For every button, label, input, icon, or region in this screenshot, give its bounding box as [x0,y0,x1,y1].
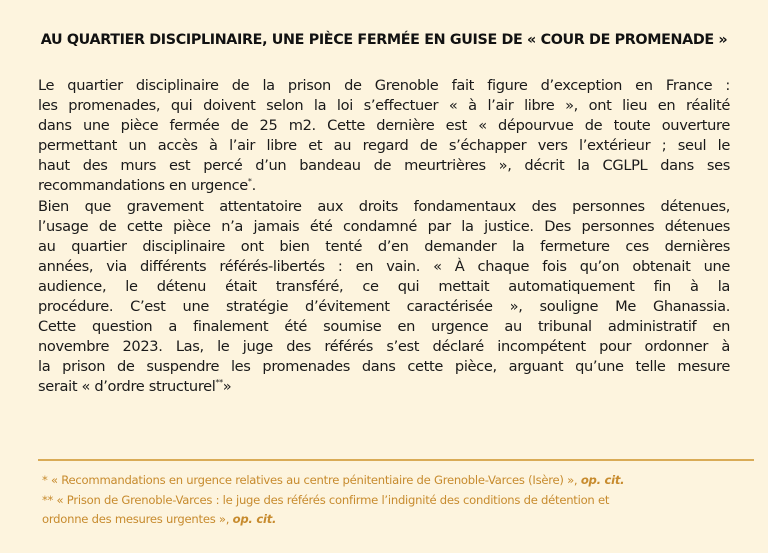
footnote-1-mark: * [42,473,48,487]
body-line: audience, le détenu était transféré, ce qui mettait automatiquement fin à la [38,277,730,295]
body-line-end: » [222,378,232,396]
body-line: la prison de suspendre les promenades dans cette pièce, arguant qu’une telle mesure [38,358,730,376]
footnote-2-source: op. cit. [232,512,277,526]
body-line: haut des murs est percé d’un bandeau de meurtrières », décrit la CGLPL dans ses [38,157,730,175]
footnote-ref-1: * [247,177,252,187]
body-line [38,176,730,196]
footnote-1-source: op. cit. [580,473,625,487]
footnote-2-text-b: ordonne des mesures urgentes », [42,512,230,526]
footnote-2-mark: ** [42,492,54,507]
body-line [38,377,730,397]
body-line-end: . [251,177,256,195]
footnote-2 [42,491,732,511]
body-line: Bien que gravement attentatoire aux droits fondamentaux des personnes détenues, [38,197,730,215]
footnote-1 [42,471,732,491]
body-line: Le quartier disciplinaire de la prison de Grenoble fait figure d’exception en France : [38,77,730,94]
body-line: permettant un accès à l’air libre et au regard de s’échapper vers l’extérieur ; seul le [38,137,730,155]
body-line: les promenades, qui doivent selon la loi s’effectuer « à l’air libre », ont lieu en réalité [38,97,730,115]
body-line-text: serait « d’ordre structurel [38,378,216,396]
body-line: novembre 2023. Las, le juge des référés s’est déclaré incompétent pour ordonner à [38,338,730,356]
body-line-text: recommandations en urgence [38,177,248,195]
footnote-ref-2: ** [215,378,223,388]
body-line: années, via différents référés-libertés : en vain. « À chaque fois qu’on obtenait une [38,257,730,275]
article-body [38,76,730,398]
footnote-2-continued [42,510,732,530]
footnote-divider [38,459,754,461]
footnote-2-text-a: « Prison de Grenoble-Varces : le juge des référés confirme l’indignité des conditions de détention et [56,492,610,507]
body-line: Cette question a finalement été soumise en urgence au tribunal administratif en [38,318,730,336]
footnote-1-text: « Recommandations en urgence relatives au centre pénitentiaire de Grenoble-Varces (Isère) », [50,473,578,487]
body-line: procédure. C’est une stratégie d’évitement caractérisée », souligne Me Ghanassia. [38,298,730,316]
body-line: au quartier disciplinaire ont bien tenté d’en demander la fermeture ces dernières [38,237,730,255]
footnotes [42,471,732,530]
article-title: AU QUARTIER DISCIPLINAIRE, UNE PIÈCE FERMÉE EN GUISE DE « COUR DE PROMENADE » [40,32,728,48]
body-line: dans une pièce fermée de 25 m2. Cette dernière est « dépourvue de toute ouverture [38,117,730,135]
body-line: l’usage de cette pièce n’a jamais été condamné par la justice. Des personnes détenues [38,217,730,235]
